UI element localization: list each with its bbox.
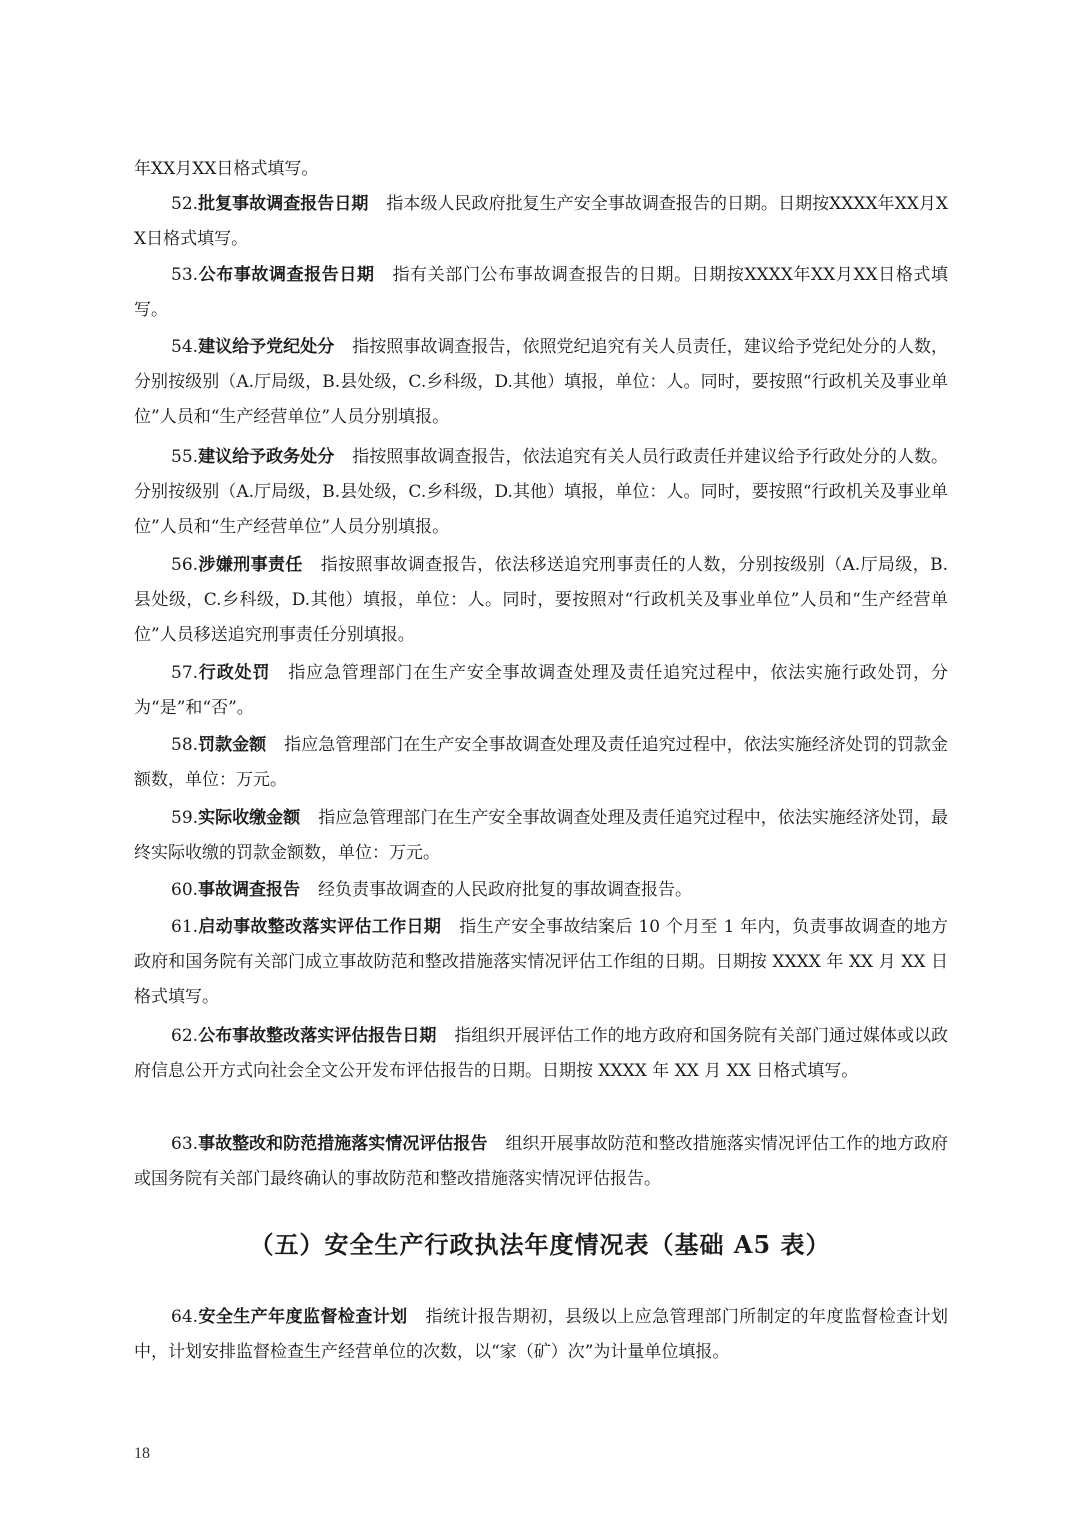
item-number: 55. <box>171 447 199 467</box>
item-56 <box>134 548 948 653</box>
item-55 <box>134 440 948 545</box>
item-number: 52. <box>171 194 199 214</box>
item-number: 64. <box>171 1307 199 1327</box>
item-text: 指生产安全事故结案后 10 个月至 1 年内，负责事故调查的地方政府和国务院有关部门成立事故防范和整改措施落实情况评估工作组的日期。日期按 XXXX 年 XX 月 XX 日格式填写。 <box>134 917 949 1007</box>
item-58 <box>134 728 948 798</box>
item-term: 涉嫌刑事责任 <box>198 555 303 575</box>
section-title: （五）安全生产行政执法年度情况表（基础 A5 表） <box>249 1230 831 1259</box>
item-61 <box>134 910 948 1015</box>
item-59 <box>134 801 948 871</box>
page-number: 18 <box>134 1445 150 1462</box>
item-62 <box>134 1019 948 1089</box>
item-text: 组织开展事故防范和整改措施落实情况评估工作的地方政府或国务院有关部门最终确认的事故防范和整改措施落实情况评估报告。 <box>134 1134 949 1189</box>
item-term: 罚款金额 <box>198 735 267 755</box>
item-term: 建议给予政务处分 <box>198 447 335 467</box>
item-63 <box>134 1127 948 1197</box>
item-text: 指统计报告期初，县级以上应急管理部门所制定的年度监督检查计划中，计划安排监督检查生产经营单位的次数，以“家（矿）次”为计量单位填报。 <box>134 1307 949 1362</box>
item-54 <box>134 330 948 435</box>
item-text: 指应急管理部门在生产安全事故调查处理及责任追究过程中，依法实施行政处罚，分为“是”和“否”。 <box>134 663 949 718</box>
item-number: 56. <box>171 555 199 575</box>
item-text: 指有关部门公布事故调查报告的日期。日期按XXXX年XX月XX日格式填写。 <box>134 265 948 320</box>
item-text: 指应急管理部门在生产安全事故调查处理及责任追究过程中，依法实施经济处罚的罚款金额数，单位：万元。 <box>134 735 949 790</box>
item-number: 60. <box>171 880 199 900</box>
item-text: 指组织开展评估工作的地方政府和国务院有关部门通过媒体或以政府信息公开方式向社会全文公开发布评估报告的日期。日期按 XXXX 年 XX 月 XX 日格式填写。 <box>134 1026 949 1081</box>
item-term: 建议给予党纪处分 <box>198 337 335 357</box>
item-term: 批复事故调查报告日期 <box>198 194 369 214</box>
item-number: 59. <box>171 808 199 828</box>
item-text: 指本级人民政府批复生产安全事故调查报告的日期。日期按XXXX年XX月XX日格式填写。 <box>134 194 949 249</box>
item-term: 行政处罚 <box>198 663 271 683</box>
item-term: 启动事故整改落实评估工作日期 <box>198 917 442 937</box>
item-60 <box>134 873 948 908</box>
item-text: 指按照事故调查报告，依法移送追究刑事责任的人数，分别按级别（A.厅局级，B.县处级，C.乡科级，D.其他）填报，单位：人。同时，要按照对“行政机关及事业单位”人员和“生产经营单位”人员移送追究刑事责任分别填报。 <box>134 555 949 645</box>
item-term: 公布事故整改落实评估报告日期 <box>198 1026 437 1046</box>
item-52 <box>134 187 948 257</box>
continuation-text: 年XX月XX日格式填写。 <box>134 159 319 179</box>
item-number: 61. <box>171 917 199 937</box>
item-53 <box>134 258 948 328</box>
item-number: 53. <box>171 265 199 285</box>
item-number: 54. <box>171 337 199 357</box>
item-term: 实际收缴金额 <box>198 808 301 828</box>
item-text: 指应急管理部门在生产安全事故调查处理及责任追究过程中，依法实施经济处罚，最终实际收缴的罚款金额数，单位：万元。 <box>134 808 948 863</box>
item-number: 58. <box>171 735 199 755</box>
item-term: 安全生产年度监督检查计划 <box>198 1307 408 1327</box>
item-57 <box>134 656 948 726</box>
item-term: 公布事故调查报告日期 <box>198 265 375 285</box>
item-text: 指按照事故调查报告，依法追究有关人员行政责任并建议给予行政处分的人数。分别按级别（A.厅局级，B.县处级，C.乡科级，D.其他）填报，单位：人。同时，要按照“行政机关及事业单位”人员和“生产经营单位”人员分别填报。 <box>134 447 949 537</box>
item-text: 指按照事故调查报告，依照党纪追究有关人员责任，建议给予党纪处分的人数，分别按级别（A.厅局级，B.县处级，C.乡科级，D.其他）填报，单位：人。同时，要按照“行政机关及事业单位”人员和“生产经营单位”人员分别填报。 <box>134 337 949 427</box>
item-number: 63. <box>171 1134 199 1154</box>
item-number: 62. <box>171 1026 199 1046</box>
item-64 <box>134 1300 948 1370</box>
item-term: 事故整改和防范措施落实情况评估报告 <box>198 1134 488 1154</box>
item-number: 57. <box>171 663 199 683</box>
item-term: 事故调查报告 <box>198 880 301 900</box>
item-text: 经负责事故调查的人民政府批复的事故调查报告。 <box>318 880 693 900</box>
